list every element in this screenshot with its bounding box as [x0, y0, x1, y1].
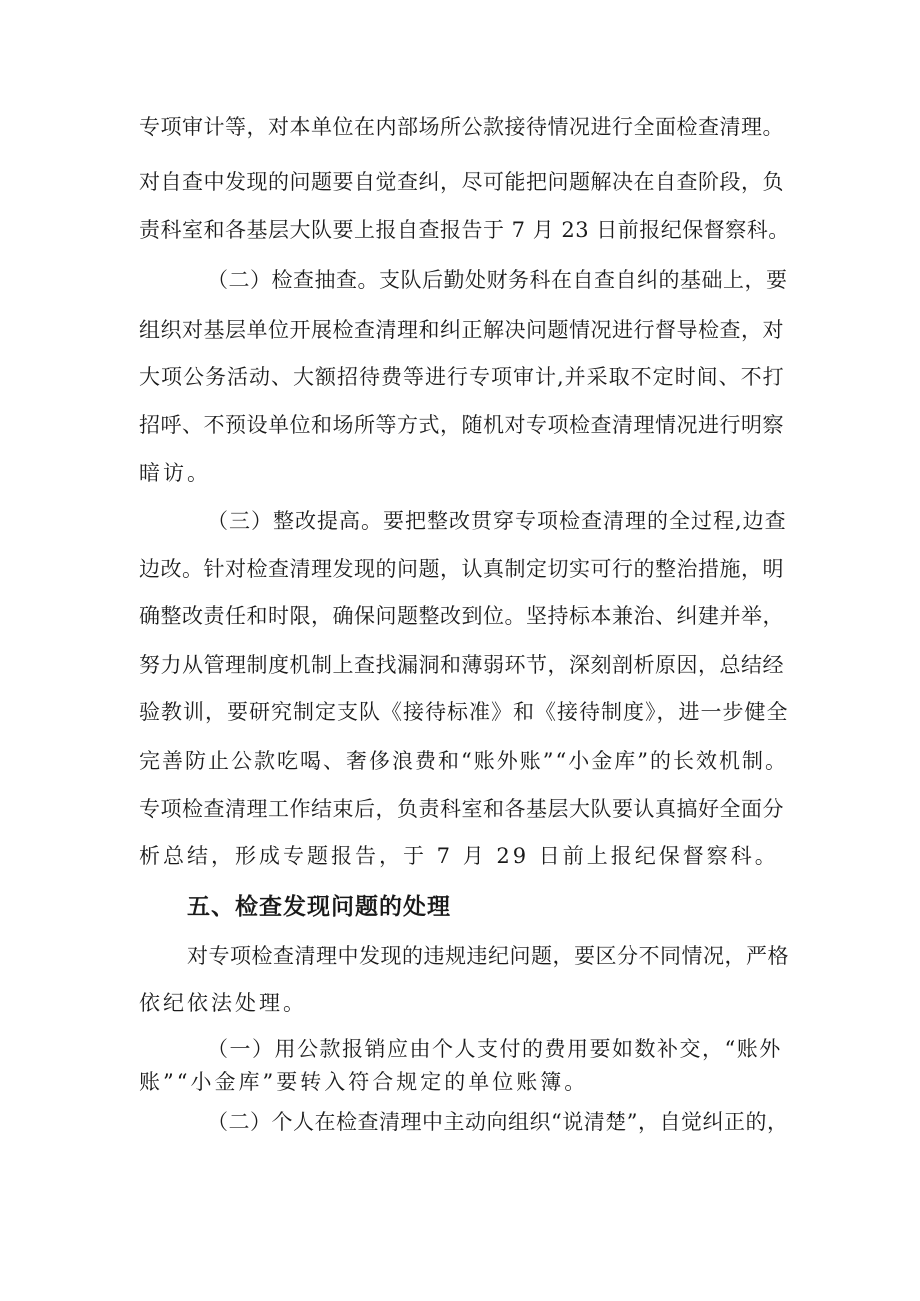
paragraph-line: 责科室和各基层大队要上报自查报告于 7 月 23 日前报纪保督察科。 [139, 218, 790, 242]
paragraph-line: （二）个人在检查清理中主动向组织“说清楚”，自觉纠正的， [207, 1110, 789, 1134]
paragraph-line: （一）用公款报销应由个人支付的费用要如数补交，“账外 [207, 1037, 782, 1061]
paragraph-line: 边改。针对检查清理发现的问题，认真制定切实可行的整治措施，明 [139, 557, 784, 581]
paragraph-line: 对专项检查清理中发现的违规违纪问题，要区分不同情况，严格 [187, 944, 789, 968]
paragraph-line: 账”“小金库”要转入符合规定的单位账簿。 [139, 1070, 589, 1094]
paragraph-line: 大项公务活动、大额招待费等进行专项审计,并采取不定时间、不打 [139, 365, 785, 389]
section-heading: 五、检查发现问题的处理 [187, 894, 451, 920]
paragraph-line: 专项检查清理工作结束后，负责科室和各基层大队要认真搞好全面分 [139, 797, 784, 821]
paragraph-line: 招呼、不预设单位和场所等方式，随机对专项检查清理情况进行明察 [139, 413, 784, 437]
paragraph-line: 完善防止公款吃喝、奢侈浪费和“账外账”“小金库”的长效机制。 [139, 749, 788, 773]
paragraph-line: 依纪依法处理。 [139, 991, 307, 1015]
paragraph-line: 努力从管理制度机制上查找漏洞和薄弱环节，深刻剖析原因，总结经 [139, 653, 784, 677]
paragraph-line: （三）整改提高。要把整改贯穿专项检查清理的全过程,边查 [207, 509, 787, 533]
paragraph-line: 确整改责任和时限，确保问题整改到位。坚持标本兼治、纠建并举， [139, 604, 784, 628]
paragraph-line: 对自查中发现的问题要自觉查纠，尽可能把问题解决在自查阶段，负 [139, 170, 784, 194]
paragraph-line: 析总结，形成专题报告，于 7 月 29 日前上报纪保督察科。 [139, 844, 779, 868]
paragraph-line: 暗访。 [139, 461, 211, 485]
paragraph-line: 组织对基层单位开展检查清理和纠正解决问题情况进行督导检查，对 [139, 318, 784, 342]
paragraph-line: （二）检查抽查。支队后勤处财务科在自查自纠的基础上，要 [207, 268, 788, 292]
paragraph-line: 专项审计等，对本单位在内部场所公款接待情况进行全面检查清理。 [139, 115, 784, 139]
paragraph-line: 验教训，要研究制定支队《接待标准》和《接待制度》，进一步健全 [139, 700, 789, 724]
